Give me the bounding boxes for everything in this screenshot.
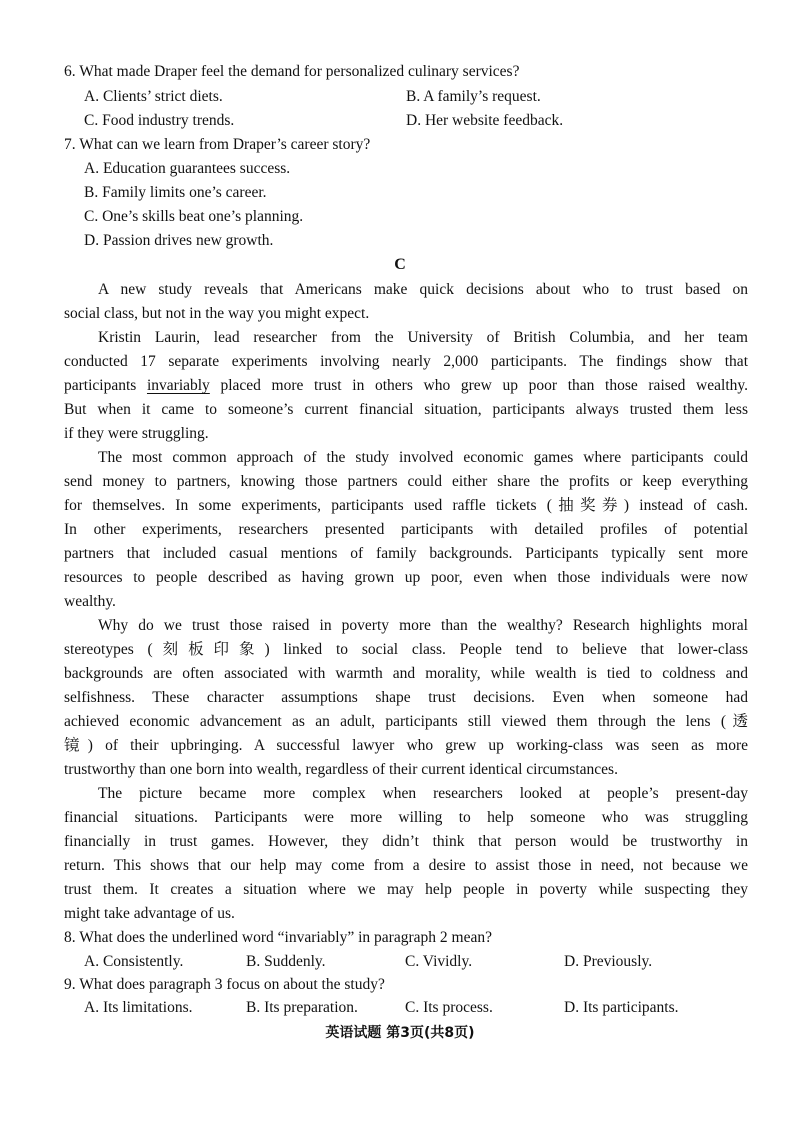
paragraph-5-line: The picture became more complex when researchers looked at people’s present-day bbox=[98, 785, 748, 802]
paragraph-5-line: trust them. It creates a situation where we may help people in poverty while suspecting they bbox=[64, 881, 748, 898]
paragraph-1-line: social class, but not in the way you might expect. bbox=[64, 305, 370, 322]
paragraph-5-line: financially in trust games. However, they didn’t think that person would be trustworthy in bbox=[64, 833, 748, 850]
question-6-option-d: D. Her website feedback. bbox=[406, 112, 564, 129]
question-8-option-b: B. Suddenly. bbox=[246, 953, 326, 970]
paragraph-5-line: financial situations. Participants were more willing to help someone who was struggling bbox=[64, 809, 748, 826]
question-9-option-d: D. Its participants. bbox=[564, 999, 679, 1016]
paragraph-4-line: selfishness. These character assumptions shape trust decisions. Even when someone had bbox=[64, 689, 748, 706]
paragraph-3-line: wealthy. bbox=[64, 593, 116, 610]
question-6-stem: 6. What made Draper feel the demand for personalized culinary services? bbox=[64, 63, 520, 80]
paragraph-3-line: resources to people described as having grown up poor, even when those individuals were now bbox=[64, 569, 748, 586]
question-6-option-a: A. Clients’ strict diets. bbox=[84, 88, 223, 105]
paragraph-2-line: if they were struggling. bbox=[64, 425, 209, 442]
section-c-heading: C bbox=[394, 256, 406, 273]
question-7-option-b: B. Family limits one’s career. bbox=[84, 184, 267, 201]
paragraph-3-line: The most common approach of the study involved economic games where participants could bbox=[98, 449, 748, 466]
paragraph-2-line: conducted 17 separate experiments involving nearly 2,000 participants. The findings show that bbox=[64, 353, 748, 370]
paragraph-2-line bbox=[64, 376, 748, 396]
question-9-option-a: A. Its limitations. bbox=[84, 999, 193, 1016]
paragraph-4-line: stereotypes (刻板印象) linked to social class. People tend to believe that lower-class bbox=[64, 641, 748, 658]
paragraph-3-line: partners that included casual mentions of family backgrounds. Participants typically sent more bbox=[64, 545, 748, 562]
question-8-option-c: C. Vividly. bbox=[405, 953, 473, 970]
question-7-option-a: A. Education guarantees success. bbox=[84, 160, 291, 177]
paragraph-3-line: send money to partners, knowing those partners could either share the profits or keep everything bbox=[64, 473, 748, 490]
paragraph-2-text-before: participants bbox=[64, 377, 147, 394]
question-9-option-c: C. Its process. bbox=[405, 999, 493, 1016]
paragraph-2-line: But when it came to someone’s current financial situation, participants always trusted them less bbox=[64, 401, 748, 418]
page-footer: 英语试题 第3页(共8页) bbox=[325, 1025, 475, 1041]
underlined-word-invariably: invariably bbox=[146, 377, 210, 394]
question-7-option-d: D. Passion drives new growth. bbox=[84, 232, 274, 249]
paragraph-2-line: Kristin Laurin, lead researcher from the University of British Columbia, and her team bbox=[98, 329, 748, 346]
question-6-option-b: B. A family’s request. bbox=[406, 88, 541, 105]
question-6-option-c: C. Food industry trends. bbox=[84, 112, 235, 129]
paragraph-5-line: might take advantage of us. bbox=[64, 905, 235, 922]
paragraph-4-line: 镜) of their upbringing. A successful lawyer who grew up working-class was seen as more bbox=[64, 737, 748, 754]
paragraph-1-line: A new study reveals that Americans make quick decisions about who to trust based on bbox=[98, 281, 748, 298]
question-8-stem: 8. What does the underlined word “invariably” in paragraph 2 mean? bbox=[64, 929, 492, 946]
paragraph-5-line: return. This shows that our help may come from a desire to assist those in need, not because we bbox=[64, 857, 748, 874]
paragraph-4-line: achieved economic advancement as an adult, participants still viewed them through the lens (透 bbox=[64, 713, 748, 730]
question-7-stem: 7. What can we learn from Draper’s career story? bbox=[64, 136, 371, 153]
question-7-option-c: C. One’s skills beat one’s planning. bbox=[84, 208, 304, 225]
paragraph-4-line: Why do we trust those raised in poverty more than the wealthy? Research highlights moral bbox=[98, 617, 748, 634]
paragraph-2-text-after: placed more trust in others who grew up poor than those raised wealthy. bbox=[209, 377, 748, 394]
paragraph-4-line: backgrounds are often associated with warmth and morality, while wealth is tied to coldness and bbox=[64, 665, 748, 682]
question-9-option-b: B. Its preparation. bbox=[246, 999, 358, 1016]
question-9-stem: 9. What does paragraph 3 focus on about the study? bbox=[64, 976, 385, 993]
question-8-option-d: D. Previously. bbox=[564, 953, 653, 970]
question-8-option-a: A. Consistently. bbox=[84, 953, 184, 970]
paragraph-3-line: for themselves. In some experiments, participants used raffle tickets (抽奖券) instead of cash. bbox=[64, 497, 748, 514]
paragraph-3-line: In other experiments, researchers presented participants with detailed profiles of potential bbox=[64, 521, 748, 538]
paragraph-4-line: trustworthy than one born into wealth, regardless of their current identical circumstances. bbox=[64, 761, 618, 778]
